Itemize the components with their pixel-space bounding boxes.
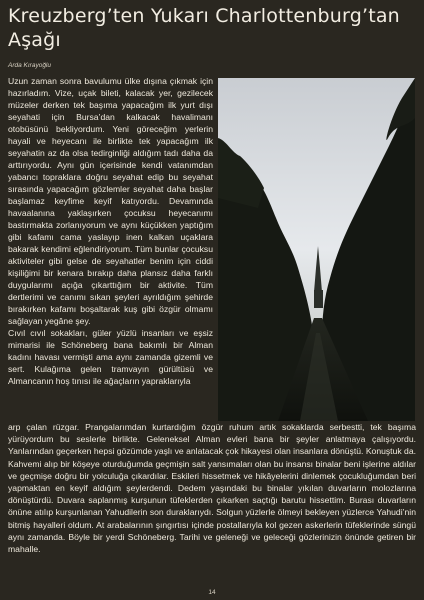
paragraph: Cıvıl cıvıl sokakları, güler yüzlü insanları ve eşsiz mimarisi ile Schöneberg bana bakımlı bir Alman kadını havası vermişti ama aynı zamanda gizemli ve sert. Kulağıma gelen tramvayın gürültüsü ve Almancanın hoş tınısı ile ağaçların yapraklarıyla [8, 328, 213, 386]
tree-lined-path-church-spire-photo [218, 78, 415, 421]
column-text [8, 75, 213, 387]
full-width-text [8, 421, 416, 555]
page-number: 14 [208, 589, 216, 596]
article-author: Arda Kırayoğlu [8, 62, 51, 69]
paragraph: Uzun zaman sonra bavulumu ülke dışına çıkmak için hazırladım. Vize, uçak bileti, kalacak yer, gezilecek müzeler derken tek başıma yapacağım ilk yurt dışı seyahati için Bursa’dan kalkacak havalimanı otobüsünü bekliyordum. Yeni göreceğim yerlerin hayali ve heyecanı ile birlikte tek yapacağım ilk seyahatin az da olsa tedirginliği aldığım tadı daha da arttırıyordu. Aynı gün içerisinde kendi vatanımdan yabancı topraklara doğru seyahat edip bu seyahat sırasında yapacağım gözlemler seyahat daha başlar başlamaz keyfime keyif katıyordu. Devamında havaalanına yaklaşırken çocuksu heyecanımı bastırmakta zorlanıyorum ve aynı küçükken yaptığım gibi kafamı cama yaslayıp inen kalkan uçaklara bakarak kendimi eğlendiriyorum. Tüm bunlar çocuksu aktiviteler gibi gelse de seyahatler benim için ciddi kişiliğimi bir kenara bırakıp daha plansız daha farklı duygularımı açığa çıkarttığım bir aktivite. Tüm dertlerimi ve canımı sıkan şeyleri ayrıldığım şehirde bırakırken kafamı boşaltarak kuş gibi özgür olmamı sağlayan yegâne şey. [8, 76, 213, 326]
tree-path-photo [218, 78, 415, 421]
article-title: Kreuzberg’ten Yukarı Charlottenburg’tan Aşağı [8, 5, 400, 51]
paragraph: arp çalan rüzgar. Prangalarımdan kurtardığım özgür ruhum artık sokaklarda serbestti, tek başıma yürüyordum bu seslerle birlikte. Geleneksel Alman evleri bana bir şeyler anlatmaya çalışıyordu. Yanlarından geçerken hepsi gözümde yaşlı ve anlatacak çok hikayesi olan insanlara dönüştü. Konuştuk da. Kahvemi alıp bir köşeye oturduğumda geçmişin salt yansımaları olan bu insansı binalar beni işlerine aldılar ve geçmişe doğru bir yolculuğa çıkardılar. Eskileri hissetmek ve hikâyelerini dinlemek çocukluğumdan beri yapmaktan en keyif aldığım şeylerdendi. Dedem yaşındaki bu binalar yıkılan duvarların molozlarına dönüştürdü. Duvara saplanmış kurşunun tüfeklerden çıkarken saçtığı barutu hissettim. Burası duvarların önüne atılıp kurşunlanan Yahudilerin son duraklarıydı. Solgun yüzlerle ölmeyi bekleyen yüzlerce Yahudi’nin bitmiş hayalleri oldum. At arabalarının şıngırtısı içinde postallarıyla kol gezen askerlerin tüfeklerinde süngü aynı zamanda. Böyle bir yerdi Schöneberg. Tarihi ve geleneği ve geleceği gözlerinizin önünde getiren bir mahalle. [8, 422, 416, 555]
